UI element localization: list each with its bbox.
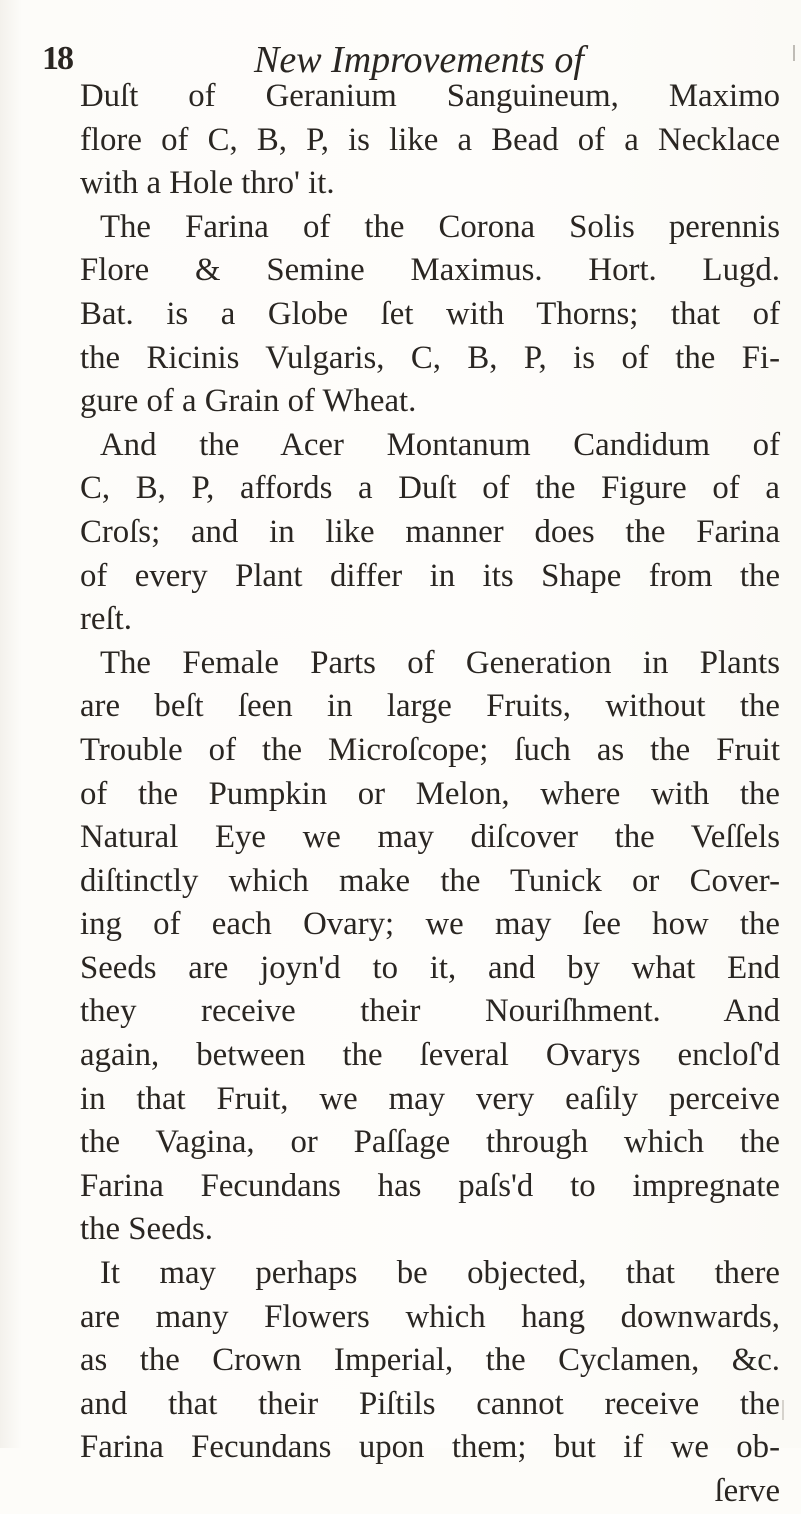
margin-mark (782, 1400, 784, 1420)
text-line: The Female Parts of Generation in Plants (100, 644, 780, 681)
text-line: ing of each Ovary; we may ſee how the (80, 906, 780, 943)
text-line: reſt. (80, 601, 132, 638)
text-line: Farina Fecundans upon them; but if we ob- (80, 1429, 780, 1466)
text-line: Natural Eye we may diſcover the Veſſels (80, 819, 780, 856)
text-line: of the Pumpkin or Melon, where with the (80, 775, 780, 812)
text-line: Bat. is a Globe ſet with Thorns; that of (80, 295, 780, 332)
text-line: And the Acer Montanum Candidum of (100, 426, 780, 463)
text-line: the Ricinis Vulgaris, C, B, P, is of the Fi- (80, 339, 780, 376)
margin-mark (793, 45, 795, 61)
text-line: with a Hole thro' it. (80, 165, 335, 202)
text-line: Duſt of Geranium Sanguineum, Maximo (80, 78, 780, 114)
text-line: of every Plant differ in its Shape from the (80, 557, 780, 594)
text-line: The Farina of the Corona Solis perennis (100, 208, 780, 245)
text-line: diſtinctly which make the Tunick or Cover- (80, 862, 780, 899)
text-line: It may perhaps be objected, that there (100, 1255, 780, 1292)
text-line: the Vagina, or Paſſage through which the (80, 1124, 780, 1161)
page-number: 18 (42, 40, 72, 77)
text-line: again, between the ſeveral Ovarys encloſ'd (80, 1037, 780, 1074)
text-line: Trouble of the Microſcope; ſuch as the Fruit (80, 731, 780, 768)
text-line: Flore & Semine Maximus. Hort. Lugd. (80, 252, 780, 289)
text-line: Farina Fecundans has paſs'd to impregnate (80, 1167, 780, 1204)
text-line: as the Crown Imperial, the Cyclamen, &c. (80, 1342, 780, 1379)
text-line: Seeds are joyn'd to it, and by what End (80, 949, 780, 986)
body-text (80, 75, 780, 1514)
text-line: are many Flowers which hang downwards, (80, 1298, 780, 1335)
text-line: flore of C, B, P, is like a Bead of a Necklace (80, 121, 780, 158)
catchword: ſerve (714, 1473, 780, 1509)
text-line: gure of a Grain of Wheat. (80, 383, 417, 420)
text-line: in that Fruit, we may very eaſily perceive (80, 1080, 780, 1117)
running-head: New Improvements of (254, 39, 584, 81)
text-line: Croſs; and in like manner does the Farina (80, 513, 780, 550)
text-line: and that their Piſtils cannot receive the (80, 1385, 780, 1422)
text-line: the Seeds. (80, 1211, 213, 1248)
text-line: they receive their Nouriſhment. And (80, 993, 780, 1030)
text-line: C, B, P, affords a Duſt of the Figure of a (80, 470, 780, 507)
text-line: are beſt ſeen in large Fruits, without the (80, 688, 780, 725)
